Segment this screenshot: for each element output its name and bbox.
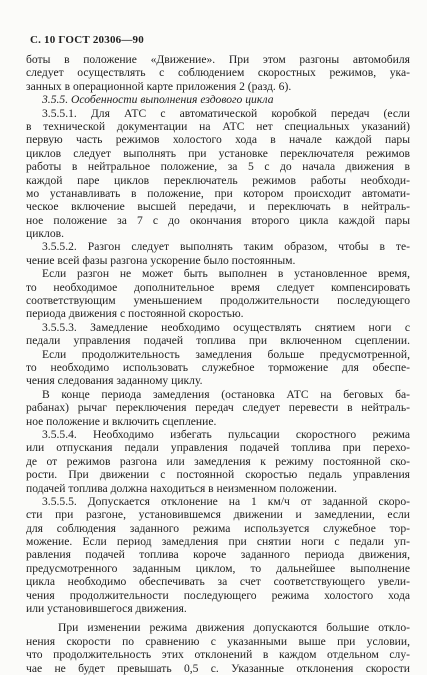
text-line: 3.5.5.5. Допускается отклонение на 1 км/ч от заданной скоро-	[42, 494, 410, 508]
text-line: де от режимов разгона или замедления к режиму постоянной ско-	[26, 454, 410, 468]
text-line: соответствующим уменьшением продолжительности последующего	[26, 294, 410, 308]
text-line: При изменении режима движения допускаются большие откло-	[58, 621, 410, 635]
page-header: С. 10 ГОСТ 20306—90	[30, 34, 144, 46]
text-line: циклов следует выполнять при установке переключателя режимов	[26, 146, 410, 160]
text-line: или установившегося движения.	[26, 602, 187, 616]
text-line: работы в нейтральное положение, за 5 с до начала движения в	[26, 160, 410, 174]
text-line: ное положение за 7 с до окончания второго цикла каждой пары	[26, 213, 410, 227]
text-line: что продолжительность этих отклонений в каждом отдельном слу-	[26, 648, 410, 662]
text-line: 3.5.5. Особенности выполнения ездового цикла	[42, 93, 274, 107]
text-line: цикла необходимо обеспечивать за счет соответствующего увели-	[26, 575, 410, 589]
text-line: 3.5.5.3. Замедление необходимо осуществлять снятием ноги с	[42, 320, 410, 334]
text-line: чения продолжительности последующего режима холостого хода	[26, 588, 410, 602]
text-line: боты в положение «Движение». При этом разгоны автомобиля	[26, 53, 410, 66]
text-line: 3.5.5.1. Для АТС с автоматической коробкой передач (если	[42, 106, 410, 120]
body-text	[26, 53, 410, 675]
text-line: рости. При движении с постоянной скоростью педаль управления	[26, 468, 410, 482]
text-line: для соблюдения заданного режима используется служебное тор-	[26, 521, 410, 535]
text-line: ческое включение высшей передачи, и переключать в нейтраль-	[26, 200, 410, 214]
text-line: педали управления подачей топлива при включенном сцеплении.	[26, 334, 410, 348]
text-line: циклов.	[26, 227, 64, 241]
text-line: чение всей фазы разгона ускорение было постоянным.	[26, 253, 296, 267]
text-line: равления подачей топлива короче заданного периода движения,	[26, 548, 410, 562]
text-line: следует осуществлять с соблюдением скоростных режимов, ука-	[26, 66, 410, 80]
text-line: предусмотренного заданным циклом, то дальнейшее выполнение	[26, 561, 410, 575]
text-line: занных в операционной карте приложения 2 (разд. 6).	[26, 79, 292, 93]
text-line: чае не будет превышать 0,5 с. Указанные отклонения скорости	[26, 661, 410, 675]
text-line: или отпускания педали управления подачей топлива при перехо-	[26, 441, 410, 455]
text-line: ное положение и включить сцепление.	[26, 414, 217, 428]
text-line: в технической документации на АТС нет специальных указаний)	[26, 119, 410, 133]
text-line: В конце периода замедления (остановка АТС на беговых ба-	[42, 387, 410, 401]
text-line: сти при разгоне, установившемся движении и замедлении, если	[26, 508, 410, 522]
text-line: каждой паре циклов переключатель режимов работы необходи-	[26, 173, 410, 187]
text-line: подачей топлива должна находиться в неизменном положении.	[26, 481, 337, 495]
text-line: Если разгон не может быть выполнен в установленное время,	[42, 267, 410, 281]
text-line: можение. Если период замедления при снятии ноги с педали уп-	[26, 535, 410, 549]
text-line: рабанах) рычаг переключения передач следует перевести в нейтраль-	[26, 401, 410, 415]
text-line: то необходимо использовать служебное торможение для обеспе-	[26, 360, 410, 374]
text-line: периода движения с постоянной скоростью.	[26, 307, 244, 321]
text-line: мо устанавливать в положение, при котором происходит автомати-	[26, 186, 410, 200]
text-line: первую часть режимов холостого хода в начале каждой пары	[26, 133, 410, 147]
text-line: 3.5.5.2. Разгон следует выполнять таким образом, чтобы в те-	[42, 240, 410, 254]
text-line: то необходимое дополнительное время следует компенсировать	[26, 280, 410, 294]
text-line: нения скорости по сравнению с указанными выше при условии,	[26, 634, 410, 648]
text-line: 3.5.5.4. Необходимо избегать пульсации скоростного режима	[42, 427, 410, 441]
text-line: чения следования заданному циклу.	[26, 374, 203, 388]
text-line: Если продолжительность замедления больше предусмотренной,	[42, 347, 410, 361]
